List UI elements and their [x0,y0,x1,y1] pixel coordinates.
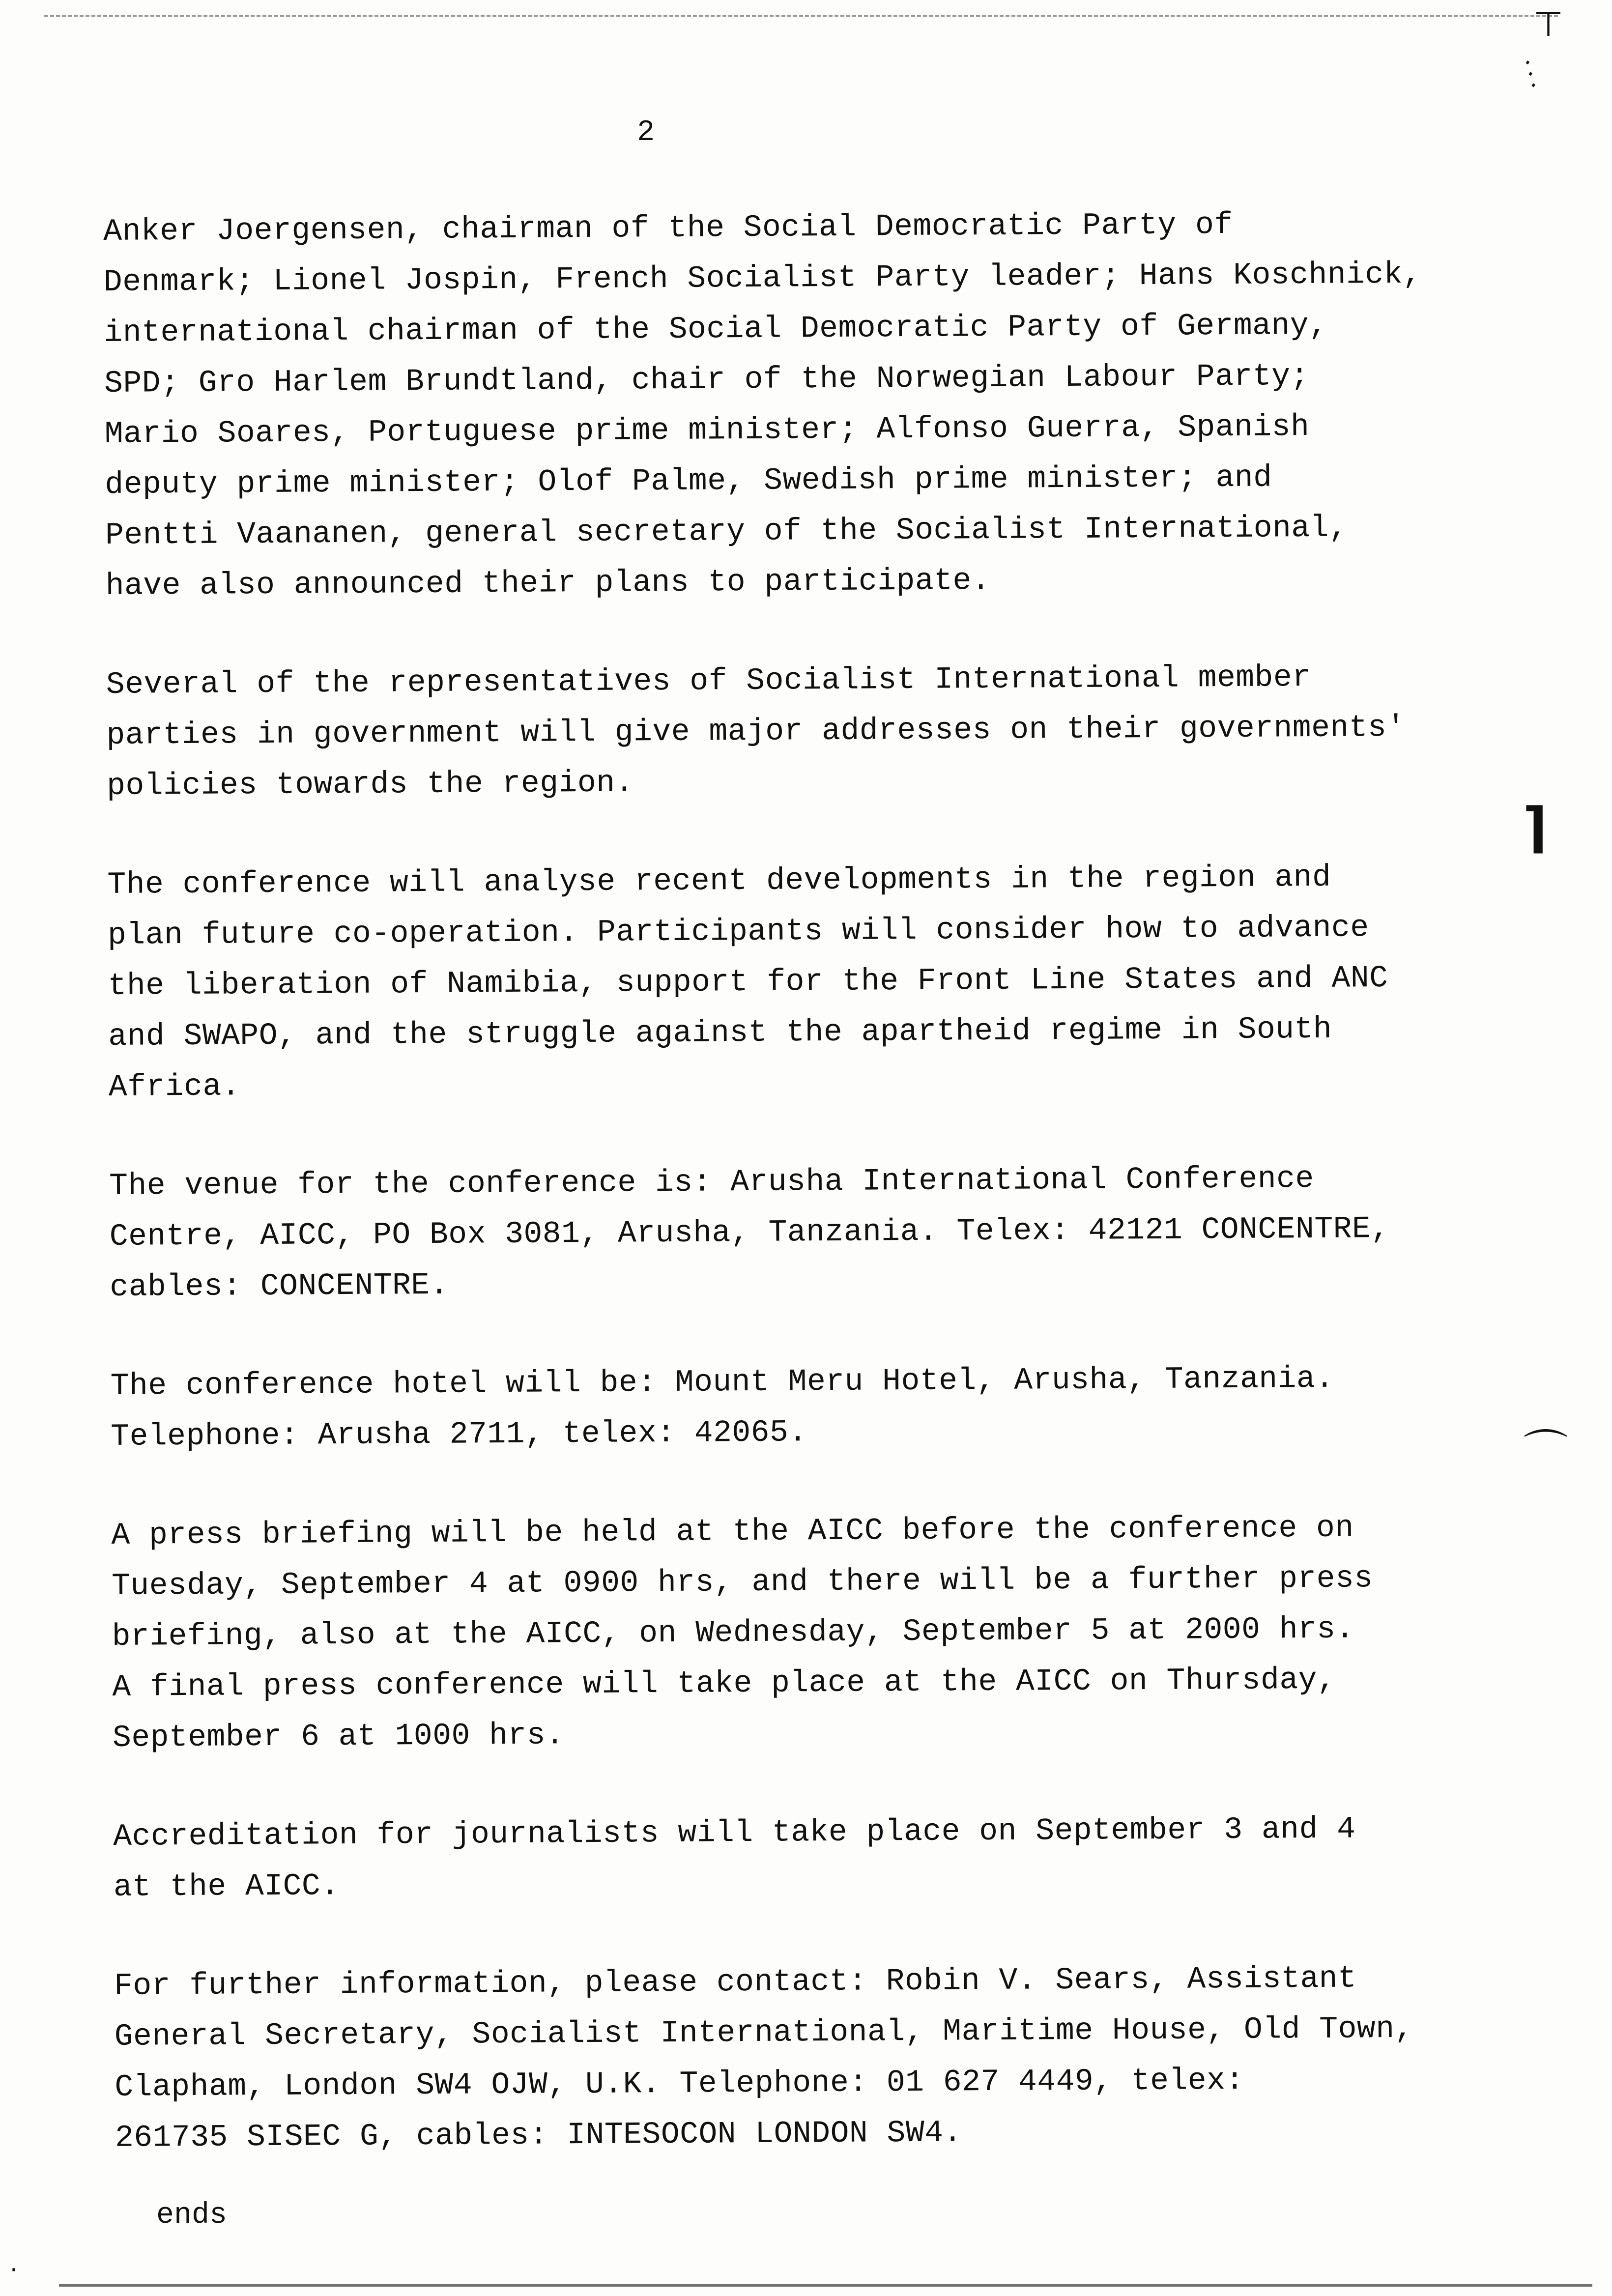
text-line: Tuesday, September 4 at 0900 hrs, and there will be a further press [111,1561,1373,1604]
document-body [103,198,1531,2211]
text-line: Several of the representatives of Socialist International member [106,660,1311,702]
text-line: have also announced their plans to participate. [105,563,991,603]
text-line: at the AICC. [113,1868,340,1905]
text-line: plan future co-operation. Participants will consider how to advance [107,910,1369,953]
text-line: The conference hotel will be: Mount Meru Hotel, Arusha, Tanzania. [110,1361,1334,1404]
top-edge-rule [44,15,1558,17]
text-line: Mario Soares, Portuguese prime minister; Alfonso Guerra, Spanish [104,409,1310,452]
text-line: Africa. [108,1069,241,1105]
text-line: For further information, please contact: Robin V. Sears, Assistant [114,1961,1357,2004]
text-line: General Secretary, Socialist International, Maritime House, Old Town, [114,2011,1414,2054]
text-line: 261735 SISEC G, cables: INTESOCON LONDON SW4. [115,2115,962,2155]
text-line: Pentti Vaananen, general secretary of the Socialist International, [105,510,1348,553]
text-line: A final press conference will take place at the AICC on Thursday, [112,1662,1336,1705]
text-line: and SWAPO, and the struggle against the apartheid regime in South [108,1011,1332,1054]
text-line: international chairman of the Social Democratic Party of Germany, [104,308,1328,350]
page-number: 2 [637,116,655,149]
scan-mark-bottom-left: · [10,2256,18,2284]
paragraph-accreditation [113,1803,1529,1913]
paragraph-press-briefings [111,1501,1528,1763]
text-line: deputy prime minister; Olof Palme, Swedish prime minister; and [105,460,1272,502]
paragraph-contact [114,1952,1530,2163]
scan-mark-top-right: ⊤ [1533,4,1563,44]
text-line: SPD; Gro Harlem Brundtland, chair of the Norwegian Labour Party; [104,359,1309,401]
text-line: parties in government will give major addresses on their governments' [106,710,1406,753]
paragraph-agenda [107,851,1524,1113]
text-line: Clapham, London SW4 OJW, U.K. Telephone: 01 627 4449, telex: [115,2063,1244,2105]
scan-mark-arc: ⌒ [1524,1426,1568,1477]
closing-ends: ends [156,2199,228,2232]
paragraph-addresses [106,651,1523,811]
text-line: A press briefing will be held at the AICC before the conference on [111,1510,1354,1553]
paragraph-hotel [110,1352,1526,1462]
text-line: Accreditation for journalists will take place on September 3 and 4 [113,1811,1356,1854]
bottom-edge-rule [59,2284,1592,2287]
scan-mark-bracket: ⌉ [1523,796,1548,859]
text-line: The conference will analyse recent developments in the region and [107,860,1331,902]
text-line: Denmark; Lionel Jospin, French Socialist Party leader; Hans Koschnick, [103,257,1422,300]
text-line: Anker Joergensen, chairman of the Social Democratic Party of [103,207,1233,249]
text-line: policies towards the region. [106,765,634,804]
scan-mark-dots: ⋱ [1513,55,1549,92]
text-line: the liberation of Namibia, support for the Front Line States and ANC [108,961,1388,1004]
text-line: briefing, also at the AICC, on Wednesday, September 5 at 2000 hrs. [112,1611,1355,1654]
paragraph-venue [109,1152,1526,1313]
text-line: Telephone: Arusha 2711, telex: 42065. [111,1415,807,1454]
paragraph-participants [103,198,1521,611]
text-line: Centre, AICC, PO Box 3081, Arusha, Tanzania. Telex: 42121 CONCENTRE, [109,1211,1390,1254]
text-line: The venue for the conference is: Arusha International Conference [109,1161,1314,1204]
text-line: September 6 at 1000 hrs. [112,1718,565,1755]
text-line: cables: CONCENTRE. [110,1267,449,1305]
